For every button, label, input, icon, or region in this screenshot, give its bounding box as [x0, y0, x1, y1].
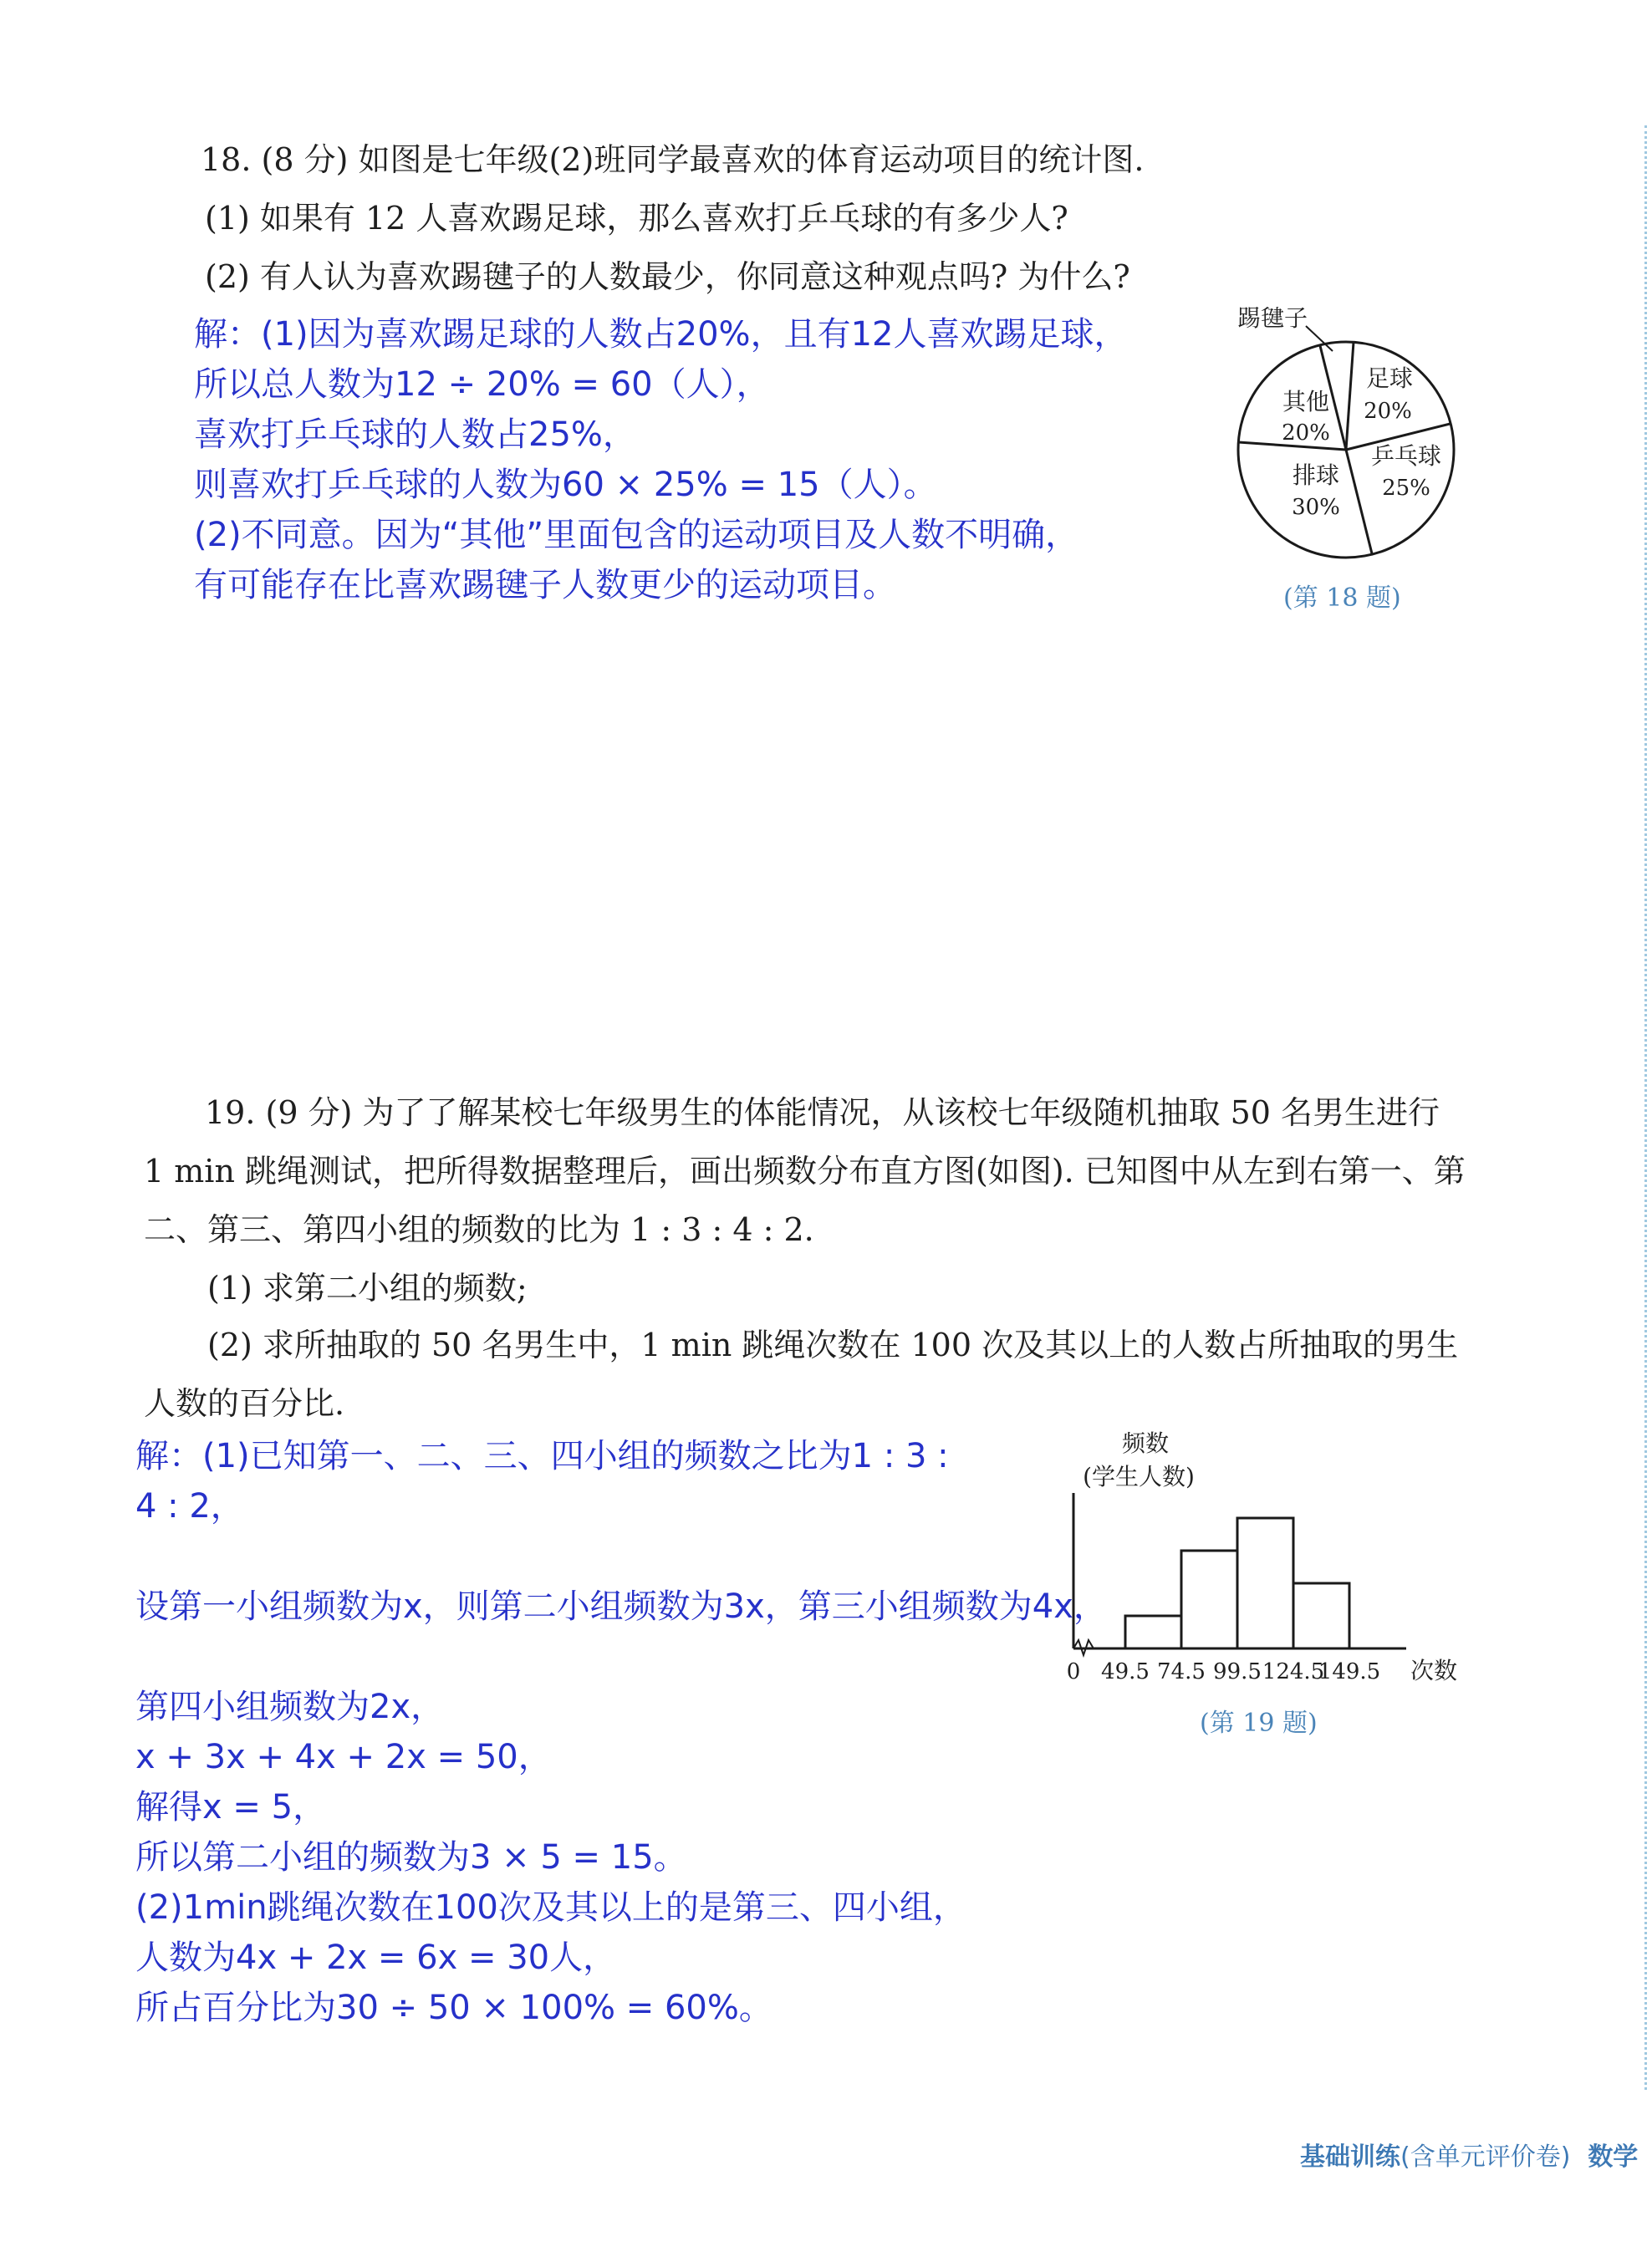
pie-slice-boundary — [1346, 450, 1372, 554]
q19-answer-line: 所占百分比为30 ÷ 50 × 100% = 60%。 — [135, 1989, 772, 2027]
pie-value-other: 20% — [1282, 420, 1330, 446]
pie-value-football: 20% — [1364, 399, 1412, 424]
histogram-tick-label: 74.5 — [1157, 1659, 1206, 1684]
q18-answer-line: 所以总人数为12 ÷ 20% = 60（人）， — [194, 365, 770, 404]
pie-value-pingpong: 25% — [1382, 476, 1430, 501]
q19-answer-line: 人数为4x + 2x = 6x = 30人， — [135, 1939, 617, 1977]
histogram-bar — [1181, 1551, 1237, 1648]
q19-stem-line: 19. (9 分) 为了了解某校七年级男生的体能情况，从该校七年级随机抽取 50 名男生进行 — [205, 1094, 1440, 1131]
q18-answer-line: 喜欢打乒乓球的人数占25%， — [194, 415, 636, 454]
q19-answer-line: 第四小组频数为2x， — [135, 1688, 445, 1726]
q18-answer-line: 有可能存在比喜欢踢毽子人数更少的运动项目。 — [194, 566, 896, 604]
q19-answer-line: (2)1min跳绳次数在100次及其以上的是第三、四小组， — [135, 1888, 966, 1927]
q18-answer-line: (2)不同意。因为“其他”里面包含的运动项目及人数不明确， — [194, 516, 1079, 554]
histogram-tick-label: 99.5 — [1213, 1659, 1262, 1684]
q18-answer-line: 则喜欢打乒乓球的人数为60 × 25% = 15（人）。 — [194, 466, 937, 504]
q19-answer-line: x + 3x + 4x + 2x = 50， — [135, 1738, 552, 1776]
q19-stem-line: 二、第三、第四小组的频数的比为 1 : 3 : 4 : 2. — [144, 1211, 814, 1248]
histogram-bar — [1125, 1616, 1181, 1648]
origin-label: 0 — [1066, 1659, 1081, 1684]
q18-sub2: (2) 有人认为喜欢踢毽子的人数最少，你同意这种观点吗? 为什么? — [205, 258, 1130, 295]
footer-tail: 数学 — [1588, 2142, 1639, 2172]
q19-answer-line: 解得x = 5， — [135, 1788, 327, 1826]
footer — [1300, 2136, 1638, 2173]
q18-sub1: (1) 如果有 12 人喜欢踢足球，那么喜欢打乒乓球的有多少人? — [205, 200, 1068, 237]
pie-label-other: 其他 — [1282, 388, 1330, 415]
histogram-ylabel: 频数 — [1121, 1429, 1170, 1457]
histogram-tick-label: 124.5 — [1262, 1659, 1325, 1684]
histogram-chart — [1062, 1421, 1480, 1689]
q19-caption: (第 19 题) — [1200, 1709, 1318, 1738]
histogram-tick-label: 149.5 — [1318, 1659, 1381, 1684]
q19-answer-line: 4 : 2， — [135, 1487, 244, 1526]
q19-stem-line: 1 min 跳绳测试，把所得数据整理后，画出频数分布直方图(如图). 已知图中从左到右第一、第 — [144, 1153, 1466, 1190]
pie-label-shuttlecock: 踢毽子 — [1236, 304, 1308, 332]
pie-label-volleyball: 排球 — [1292, 461, 1340, 489]
pie-label-football: 足球 — [1365, 364, 1414, 392]
q19-answer-line: 解：(1)已知第一、二、三、四小组的频数之比为1 : 3 : — [135, 1437, 949, 1475]
histogram-xlabel: 次数 — [1410, 1657, 1458, 1684]
q19-sub2-line: 人数的百分比. — [144, 1385, 345, 1422]
q19-sub1: (1) 求第二小组的频数; — [207, 1270, 528, 1307]
q18-answer-line: 解：(1)因为喜欢踢足球的人数占20%，且有12人喜欢踢足球， — [194, 315, 1128, 354]
histogram-ylabel-sub: (学生人数) — [1083, 1463, 1195, 1490]
histogram-bar — [1237, 1518, 1293, 1648]
q19-answer-line: 所以第二小组的频数为3 × 5 = 15。 — [135, 1838, 687, 1877]
pie-slice-boundary — [1346, 342, 1354, 450]
histogram-bar — [1293, 1583, 1349, 1648]
q18-caption: (第 18 题) — [1283, 583, 1401, 613]
pie-label-pingpong: 乒乓球 — [1370, 442, 1442, 470]
page-edge-dotted-border — [1644, 125, 1652, 2090]
footer-subtitle: (含单元评价卷) — [1400, 2142, 1571, 2172]
footer-title: 基础训练 — [1300, 2142, 1400, 2172]
q18-stem: 18. (8 分) 如图是七年级(2)班同学最喜欢的体育运动项目的统计图. — [201, 141, 1145, 178]
pie-value-volleyball: 30% — [1292, 495, 1340, 520]
q19-answer-line: 设第一小组频数为x，则第二小组频数为3x，第三小组频数为4x， — [135, 1587, 1107, 1626]
histogram-tick-label: 49.5 — [1101, 1659, 1150, 1684]
q19-sub2-line: (2) 求所抽取的 50 名男生中，1 min 跳绳次数在 100 次及其以上的人数占所抽取的男生 — [207, 1327, 1459, 1363]
pie-chart — [1229, 301, 1480, 568]
